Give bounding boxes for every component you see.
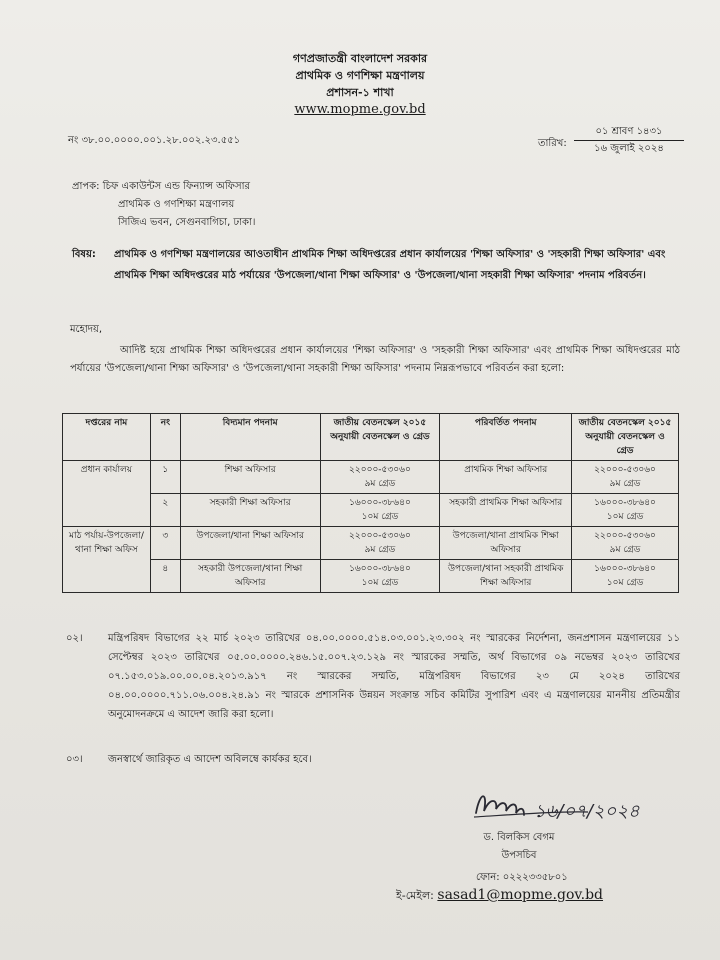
date-bangla: ০১ শ্রাবণ ১৪৩১ [574, 124, 684, 141]
designation-table [62, 413, 679, 593]
new-designation: উপজেলা/থানা সহকারী প্রাথমিক শিক্ষা অফিসার [440, 560, 572, 593]
handwritten-signature [468, 785, 698, 829]
paragraph-text: মন্ত্রিপরিষদ বিভাগের ২২ মার্চ ২০২৩ তারিখের ০৪.০০.০০০০.৫১৪.০৩.০০১.২৩.৩০২ নং স্মারকের নির্দেশনা, জনপ্রশাসন মন্ত্রণালয়ের ১১ সেপ্টেম্বর ২০২৩ তারিখের ০৫.০০.০০০০.২৪৬.১৫.০০৭.২৩.১২৯ নং স্মারকের সম্মতি, অর্থ বিভাগের ০৯ নভেম্বর ২০২৩ তারিখের ০৭.১৫৩.০১৯.০০.০০.০৪.২০১৩.৯১৭ নং স্মারকের সম্মতি, মন্ত্রিপরিষদ বিভাগের ২৩ মে ২০২৪ তারিখের ০৪.০০.০০০০.৭১১.০৬.০০৪.২৪.৯১ নং স্মারকে প্রশাসনিক উন্নয়ন সংক্রান্ত সচিব কমিটির সুপারিশ এবং এ মন্ত্রণালয়ের মাননীয় প্রতিমন্ত্রীর অনুমোদনক্রমে এ আদেশ জারি করা হলো। [108, 633, 680, 720]
table-row [63, 560, 679, 593]
date-english: ১৬ জুলাই ২০২৪ [594, 143, 664, 154]
paragraph-number: ০২। [66, 633, 83, 644]
paragraph-number: ০৩। [66, 754, 83, 765]
existing-designation: উপজেলা/থানা শিক্ষা অফিসার [180, 527, 320, 560]
section-name: প্রশাসন-১ শাখা [326, 86, 394, 99]
body-paragraph-1: আদিষ্ট হয়ে প্রাথমিক শিক্ষা অধিদপ্তরের প্রধান কার্যালয়ের 'শিক্ষা অফিসার' ও 'সহকারী শিক্ষা অফিসার' এবং প্রাথমিক শিক্ষা অধিদপ্তরের মাঠ পর্যায়ের 'উপজেলা/থানা শিক্ষা অফিসার' ও 'উপজেলা/থানা সহকারী শিক্ষা অফিসার' পদনাম নিম্নরূপভাবে পরিবর্তন করা হলো: [70, 345, 680, 374]
new-scale: ১৬০০০-৩৮৬৪০ ১০ম গ্রেড [572, 560, 679, 593]
date-label: তারিখ: [538, 138, 567, 149]
website-link[interactable]: www.mopme.gov.bd [294, 102, 426, 117]
existing-scale: ২২০০০-৫৩০৬০ ৯ম গ্রেড [320, 461, 440, 494]
table-header: জাতীয় বেতনস্কেল ২০১৫ অনুযায়ী বেতনস্কেল ও গ্রেড [572, 414, 679, 461]
row-number: ৪ [150, 560, 180, 593]
office-group-head: প্রধান কার্যালয় [63, 461, 151, 527]
letterhead [0, 50, 720, 118]
new-scale: ১৬০০০-৩৮৬৪০ ১০ম গ্রেড [572, 494, 679, 527]
phone-number: ফোন: ০২২২৩৩৫৮০১ [476, 872, 568, 883]
existing-designation: সহকারী উপজেলা/থানা শিক্ষা অফিসার [180, 560, 320, 593]
table-row [63, 461, 679, 494]
body-paragraph-2 [66, 629, 680, 724]
signature-scribble-icon [468, 785, 698, 829]
body-paragraph-3 [66, 750, 680, 769]
email-label: ই-মেইল: [396, 889, 434, 902]
recipient-office: প্রাথমিক ও গণশিক্ষা মন্ত্রণালয় [118, 199, 235, 210]
row-number: ১ [150, 461, 180, 494]
existing-scale: ১৬০০০-৩৮৬৪০ ১০ম গ্রেড [320, 560, 440, 593]
existing-designation: শিক্ষা অফিসার [180, 461, 320, 494]
row-number: ২ [150, 494, 180, 527]
table-header: দপ্তরের নাম [63, 414, 151, 461]
subject-text: প্রাথমিক ও গণশিক্ষা মন্ত্রণালয়ের আওতাধীন প্রাথমিক শিক্ষা অধিদপ্তরের প্রধান কার্যালয়ের 'শিক্ষা অফিসার' ও 'সহকারী শিক্ষা অফিসার' এবং প্রাথমিক শিক্ষা অধিদপ্তরের মাঠ পর্যায়ের 'উপজেলা/থানা শিক্ষা অফিসার' ও 'উপজেলা/থানা সহকারী শিক্ষা অফিসার' পদনাম পরিবর্তন। [114, 249, 666, 281]
office-group-field: মাঠ পর্যায়-উপজেলা/থানা শিক্ষা অফিস [63, 527, 151, 593]
subject-label: বিষয়: [72, 249, 96, 260]
signatory-name: ড. বিলকিস বেগম [483, 832, 555, 843]
signatory-designation: উপসচিব [501, 850, 537, 861]
recipient-label: প্রাপক: [72, 181, 100, 192]
table-header: বিদ্যমান পদনাম [180, 414, 320, 461]
existing-scale: ২২০০০-৫৩০৬০ ৯ম গ্রেড [320, 527, 440, 560]
row-number: ৩ [150, 527, 180, 560]
table-header: পরিবর্তিত পদনাম [440, 414, 572, 461]
new-designation: সহকারী প্রাথমিক শিক্ষা অফিসার [440, 494, 572, 527]
new-scale: ২২০০০-৫৩০৬০ ৯ম গ্রেড [572, 461, 679, 494]
salutation: মহোদয়, [70, 324, 103, 335]
govt-name: গণপ্রজাতন্ত্রী বাংলাদেশ সরকার [292, 52, 428, 65]
ministry-name: প্রাথমিক ও গণশিক্ষা মন্ত্রণালয় [295, 69, 425, 82]
signature-date: ১৬/০৭/২০২৪ [534, 801, 640, 822]
paragraph-text: জনস্বার্থে জারিকৃত এ আদেশ অবিলম্বে কার্যকর হবে। [108, 754, 312, 765]
subject-block [72, 244, 682, 286]
recipient-block [72, 178, 255, 232]
email-link[interactable]: sasad1@mopme.gov.bd [437, 887, 604, 903]
new-scale: ২২০০০-৫৩০৬০ ৯ম গ্রেড [572, 527, 679, 560]
recipient-address: সিজিএ ভবন, সেগুনবাগিচা, ঢাকা। [118, 217, 256, 228]
table-header-row [63, 414, 679, 461]
recipient-title: চিফ একাউন্টস এন্ড ফিন্যান্স অফিসার [102, 181, 250, 192]
existing-scale: ১৬০০০-৩৮৬৪০ ১০ম গ্রেড [320, 494, 440, 527]
table-row [63, 494, 679, 527]
memo-number: নং ৩৮.০০.০০০০.০০১.২৮.০০২.২৩.৫৫১ [68, 135, 241, 146]
table-row [63, 527, 679, 560]
existing-designation: সহকারী শিক্ষা অফিসার [180, 494, 320, 527]
email-line [396, 887, 603, 906]
table-header: নং [150, 414, 180, 461]
table-header: জাতীয় বেতনস্কেল ২০১৫ অনুযায়ী বেতনস্কেল ও গ্রেড [320, 414, 440, 461]
signatory-block [464, 829, 574, 865]
new-designation: উপজেলা/থানা প্রাথমিক শিক্ষা অফিসার [440, 527, 572, 560]
new-designation: প্রাথমিক শিক্ষা অফিসার [440, 461, 572, 494]
